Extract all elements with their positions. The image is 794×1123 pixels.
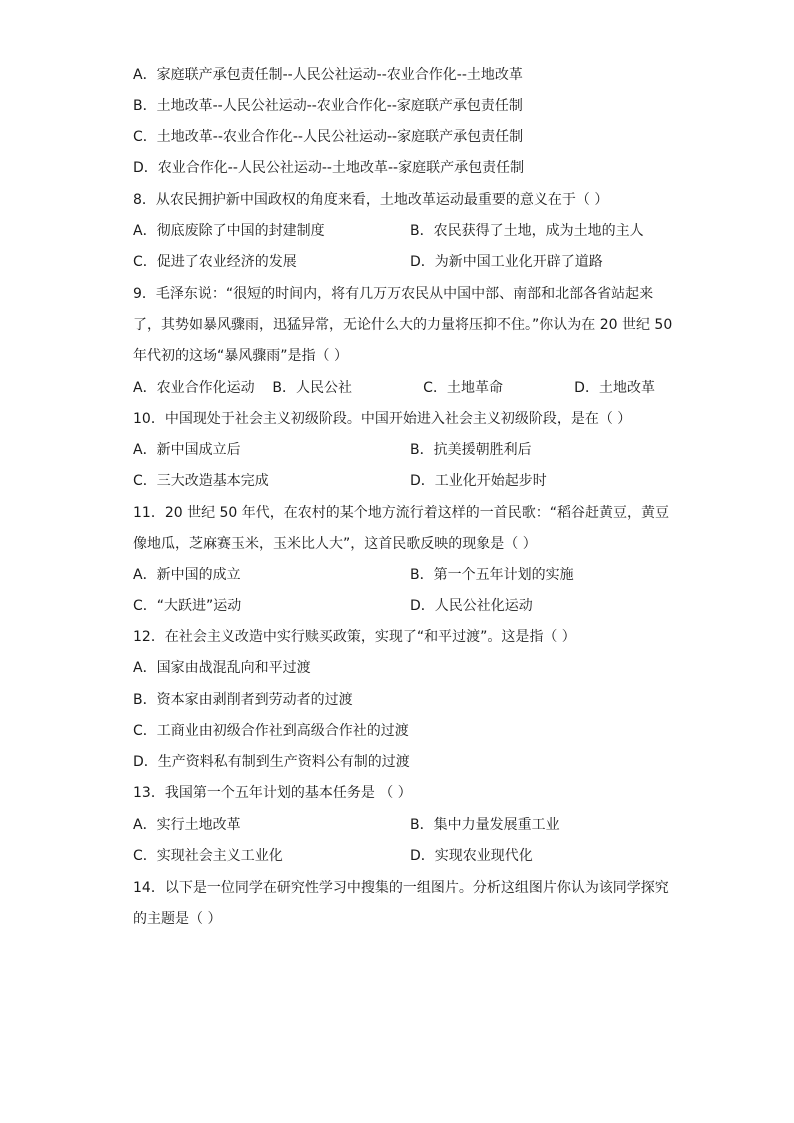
q9-stem-line-2: 了，其势如暴风骤雨，迅猛异常，无论什么大的力量将压抑不住。”你认为在 20 世纪 50 — [133, 317, 673, 333]
q13-option-d: D．实现农业现代化 — [410, 848, 533, 864]
q12-option-a: A．国家由战混乱向和平过渡 — [133, 660, 311, 676]
q13-option-c: C．实现社会主义工业化 — [133, 848, 283, 864]
q8-option-a: A．彻底废除了中国的封建制度 — [133, 223, 325, 239]
q9-options: A．农业合作化运动 B．人民公社 C．土地革命 D．土地改革 — [133, 380, 655, 396]
q8-option-c: C．促进了农业经济的发展 — [133, 254, 297, 270]
q11-option-b: B．第一个五年计划的实施 — [410, 567, 574, 583]
q7-option-a: A．家庭联产承包责任制--人民公社运动--农业合作化--土地改革 — [133, 67, 523, 83]
q11-stem-line-1: 11．20 世纪 50 年代，在农村的某个地方流行着这样的一首民歌：“稻谷赶黄豆，黄豆 — [133, 505, 670, 521]
q7-option-b: B．土地改革--人民公社运动--农业合作化--家庭联产承包责任制 — [133, 98, 523, 114]
q10-stem: 10．中国现处于社会主义初级阶段。中国开始进入社会主义初级阶段，是在（ ） — [133, 411, 632, 427]
q8-stem: 8．从农民拥护新中国政权的角度来看，土地改革运动最重要的意义在于（ ） — [133, 192, 609, 208]
q10-option-a: A．新中国成立后 — [133, 442, 241, 458]
q7-option-c: C．土地改革--农业合作化--人民公社运动--家庭联产承包责任制 — [133, 129, 524, 145]
q7-option-d: D．农业合作化--人民公社运动--土地改革--家庭联产承包责任制 — [133, 160, 525, 176]
q13-option-b: B．集中力量发展重工业 — [410, 817, 560, 833]
q11-option-a: A．新中国的成立 — [133, 567, 241, 583]
q10-option-d: D．工业化开始起步时 — [410, 473, 547, 489]
q14-stem-line-2: 的主题是（ ） — [133, 911, 222, 927]
q9-stem-line-3: 年代初的这场“暴风骤雨”是指（ ） — [133, 348, 348, 364]
q11-option-d: D．人民公社化运动 — [410, 598, 533, 614]
q10-option-c: C．三大改造基本完成 — [133, 473, 269, 489]
q11-option-c: C．“大跃进”运动 — [133, 598, 242, 614]
q12-option-d: D．生产资料私有制到生产资料公有制的过渡 — [133, 754, 410, 770]
q14-stem-line-1: 14．以下是一位同学在研究性学习中搜集的一组图片。分析这组图片你认为该同学探究 — [133, 880, 669, 896]
q9-stem-line-1: 9．毛泽东说：“很短的时间内，将有几万万农民从中国中部、南部和北部各省站起来 — [133, 286, 654, 302]
q10-option-b: B．抗美援朝胜利后 — [410, 442, 532, 458]
q12-stem: 12．在社会主义改造中实行赎买政策，实现了“和平过渡”。这是指（ ） — [133, 629, 576, 645]
q12-option-c: C．工商业由初级合作社到高级合作社的过渡 — [133, 723, 409, 739]
q12-option-b: B．资本家由剥削者到劳动者的过渡 — [133, 692, 353, 708]
q11-stem-line-2: 像地瓜，芝麻赛玉米，玉米比人大”，这首民歌反映的现象是（ ） — [133, 536, 537, 552]
q13-stem: 13．我国第一个五年计划的基本任务是 （ ） — [133, 785, 412, 801]
q8-option-b: B．农民获得了土地，成为土地的主人 — [410, 223, 644, 239]
q13-option-a: A．实行土地改革 — [133, 817, 241, 833]
q8-option-d: D．为新中国工业化开辟了道路 — [410, 254, 603, 270]
